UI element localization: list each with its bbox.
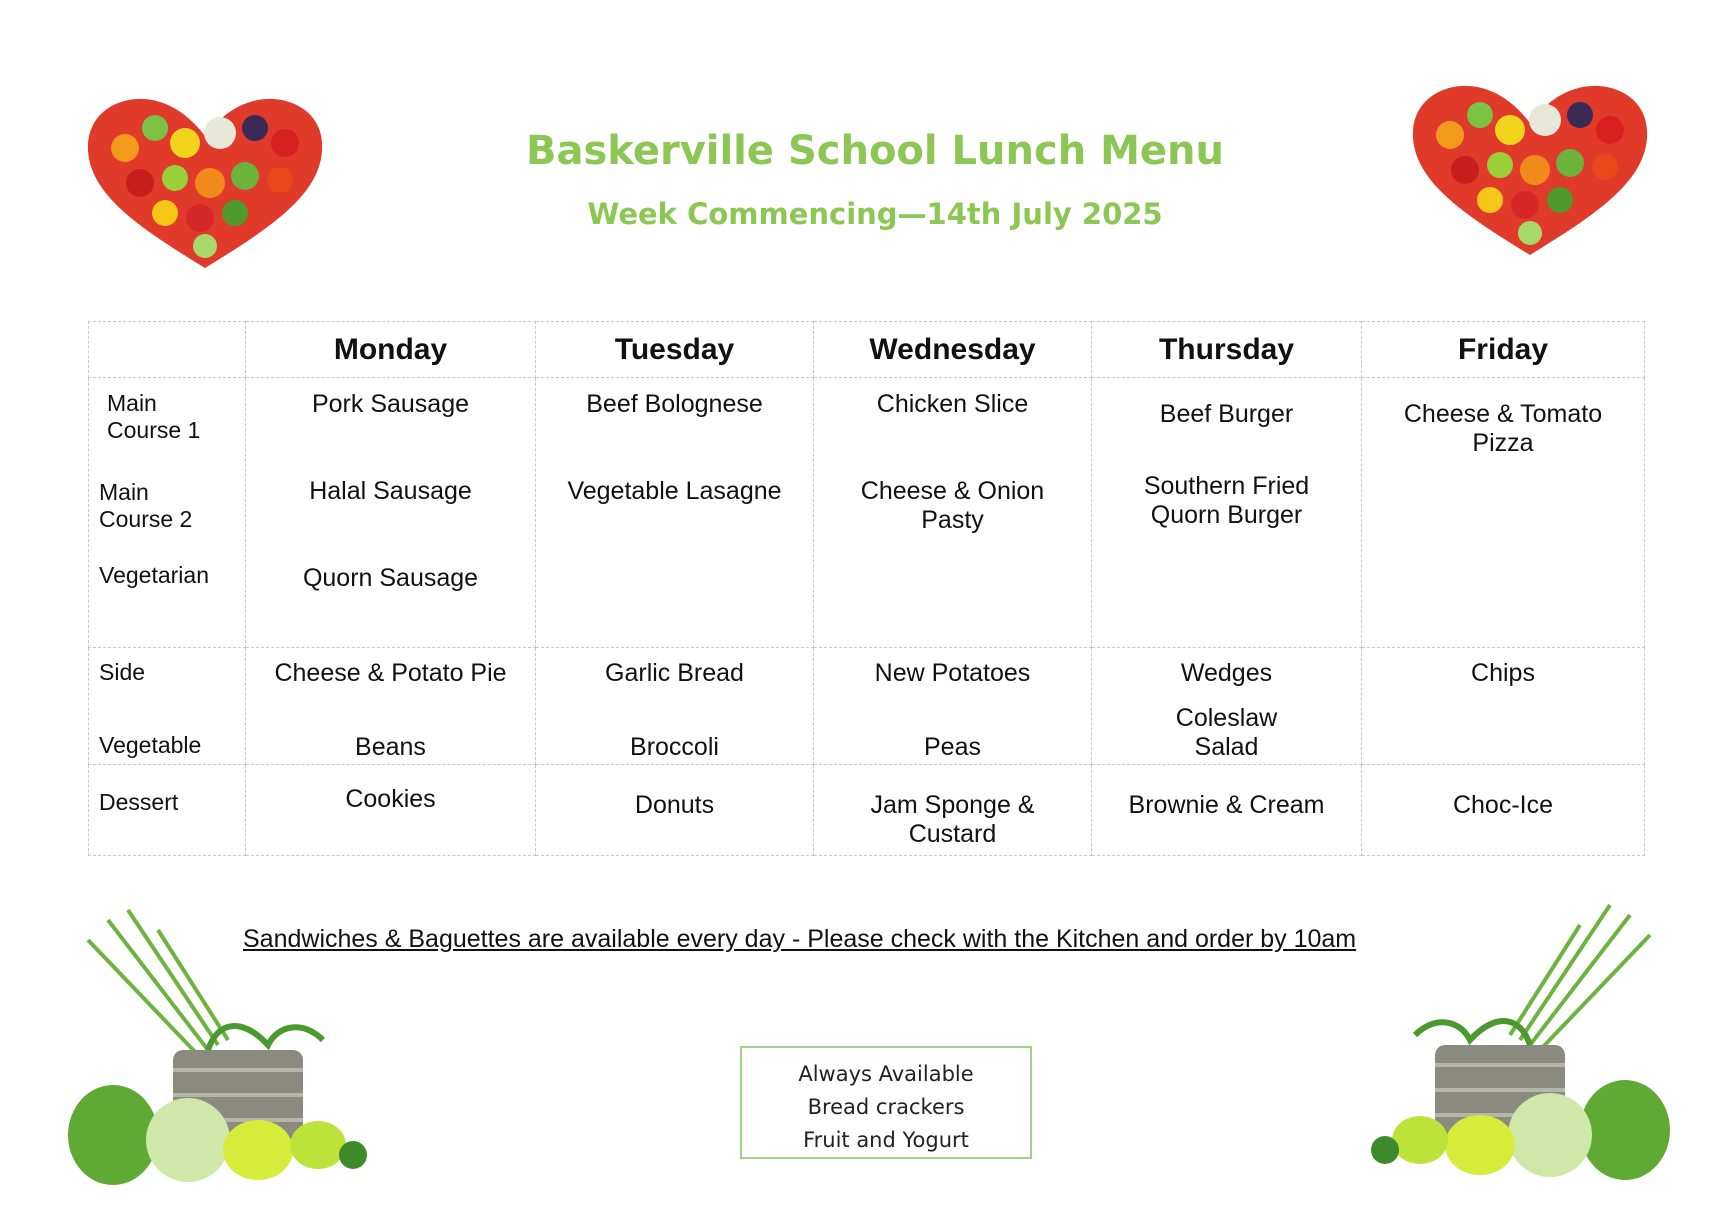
always-available-heading: Always Available — [798, 1062, 974, 1086]
monday-dessert: Cookies — [345, 785, 436, 813]
thursday-dessert-cell — [1092, 765, 1362, 856]
thursday-dessert: Brownie & Cream — [1128, 791, 1325, 819]
row-label-cell — [89, 765, 246, 856]
friday-main-1: Cheese & Tomato Pizza — [1403, 400, 1603, 457]
menu-title: Baskerville School Lunch Menu — [526, 128, 1224, 174]
thursday-main-1: Beef Burger — [1159, 400, 1294, 428]
always-available-item: Bread crackers — [807, 1095, 965, 1119]
always-available-item: Fruit and Yogurt — [803, 1128, 969, 1152]
tuesday-dessert-cell — [536, 765, 814, 856]
label-vegetarian: Vegetarian — [99, 562, 209, 588]
table-row-mains — [89, 378, 1645, 648]
thursday-sides-cell — [1092, 648, 1362, 765]
day-header-friday: Friday — [1362, 322, 1645, 378]
tuesday-side: Garlic Bread — [605, 659, 744, 687]
day-header-wednesday: Wednesday — [814, 322, 1092, 378]
thursday-main-2: Southern Fried Quorn Burger — [1143, 472, 1310, 529]
wednesday-dessert-cell — [814, 765, 1092, 856]
monday-main-1: Pork Sausage — [311, 390, 470, 418]
wednesday-vegetable: Peas — [924, 733, 981, 761]
friday-dessert-cell — [1362, 765, 1645, 856]
row-label-cell — [89, 648, 246, 765]
lunch-menu-table — [88, 321, 1645, 856]
friday-mains-cell — [1362, 378, 1645, 648]
monday-dessert-cell — [246, 765, 536, 856]
friday-dessert: Choc-Ice — [1452, 791, 1554, 819]
tuesday-sides-cell — [536, 648, 814, 765]
label-main-course-2: Main Course 2 — [99, 479, 193, 532]
wednesday-side: New Potatoes — [874, 659, 1031, 687]
day-header-tuesday: Tuesday — [536, 322, 814, 378]
table-header-row — [89, 322, 1645, 378]
friday-sides-cell — [1362, 648, 1645, 765]
tuesday-vegetable: Broccoli — [630, 733, 719, 761]
wednesday-main-1: Chicken Slice — [876, 390, 1029, 418]
tuesday-dessert: Donuts — [634, 791, 715, 819]
tuesday-main-2: Vegetable Lasagne — [567, 477, 782, 505]
tuesday-main-1: Beef Bolognese — [586, 390, 763, 418]
label-side: Side — [99, 659, 146, 685]
wednesday-mains-cell — [814, 378, 1092, 648]
table-row-sides — [89, 648, 1645, 765]
fruit-heart-icon — [80, 88, 330, 278]
label-vegetable: Vegetable — [99, 732, 202, 758]
vegetable-basket-icon — [1370, 895, 1670, 1185]
day-header-monday: Monday — [246, 322, 536, 378]
always-available-box — [740, 1046, 1032, 1159]
week-commencing: Week Commencing—14th July 2025 — [587, 197, 1163, 231]
thursday-vegetable: Coleslaw Salad — [1175, 704, 1278, 761]
table-row-dessert — [89, 765, 1645, 856]
wednesday-sides-cell — [814, 648, 1092, 765]
row-label-cell — [89, 378, 246, 648]
monday-mains-cell — [246, 378, 536, 648]
monday-side: Cheese & Potato Pie — [274, 659, 507, 687]
wednesday-main-2: Cheese & Onion Pasty — [860, 477, 1045, 534]
label-main-course-1: Main Course 1 — [107, 390, 201, 443]
monday-vegetable: Beans — [355, 733, 426, 761]
corner-cell — [89, 322, 246, 378]
label-dessert: Dessert — [99, 789, 179, 815]
monday-vegetarian: Quorn Sausage — [302, 564, 479, 592]
day-header-thursday: Thursday — [1092, 322, 1362, 378]
thursday-side: Wedges — [1180, 659, 1273, 687]
wednesday-dessert: Jam Sponge & Custard — [870, 791, 1035, 848]
tuesday-mains-cell — [536, 378, 814, 648]
thursday-mains-cell — [1092, 378, 1362, 648]
monday-main-2: Halal Sausage — [309, 477, 472, 505]
friday-side: Chips — [1471, 659, 1535, 687]
sandwich-note: Sandwiches & Baguettes are available every day - Please check with the Kitchen and order by 10am — [243, 925, 1357, 953]
monday-sides-cell — [246, 648, 536, 765]
